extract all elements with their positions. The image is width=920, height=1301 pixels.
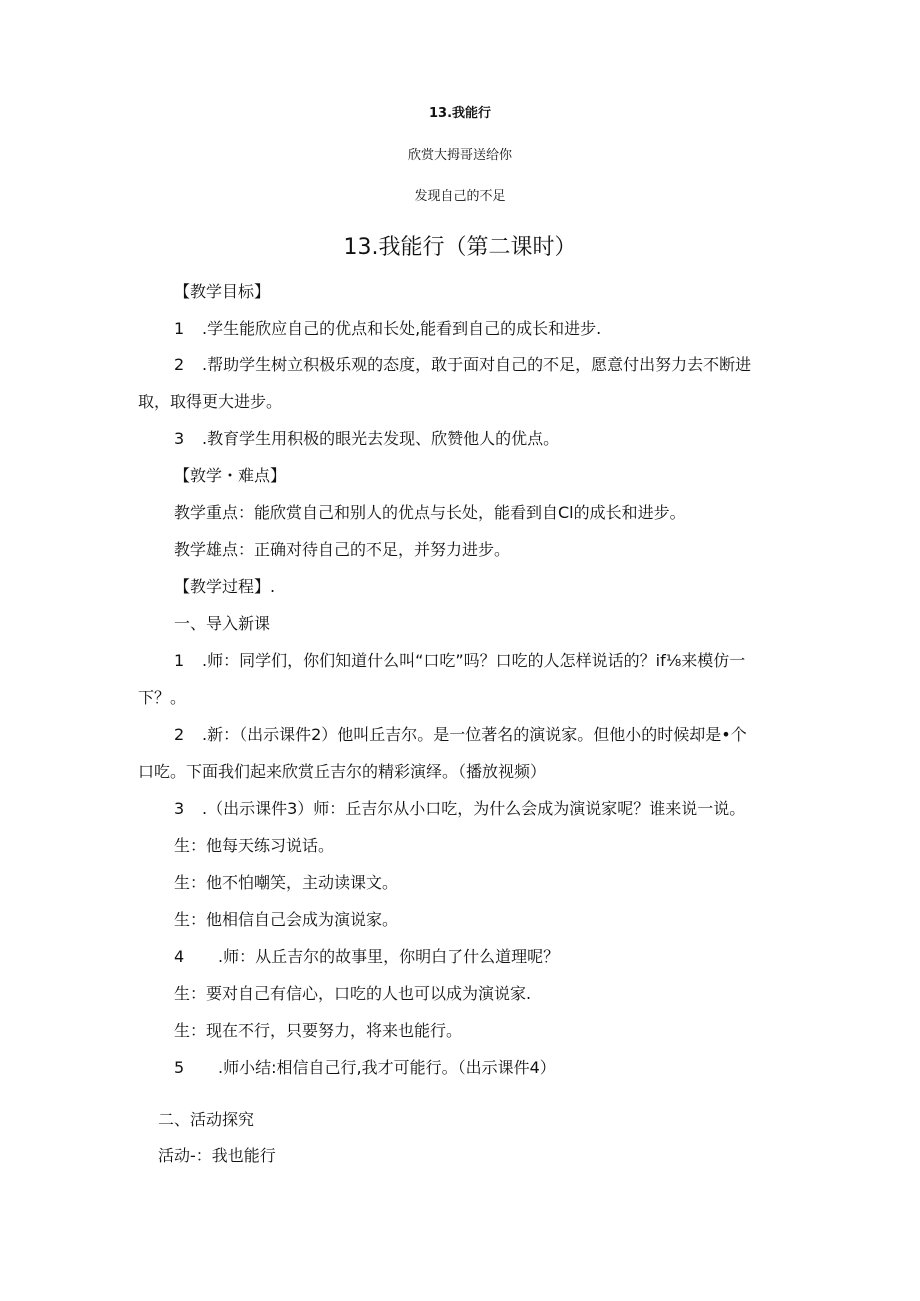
step-text: .师：同学们，你们知道什么叫“口吃”吗？口吃的人怎样说话的？if⅛来模仿一	[202, 651, 746, 670]
activity-title: 活动-：我也能行	[158, 1146, 276, 1165]
process-step-5	[174, 1058, 556, 1078]
process-step-3	[174, 799, 745, 819]
section-heading-1: 一、导入新课	[174, 614, 271, 633]
process-step-1	[174, 651, 745, 671]
goal-number: 1	[174, 319, 185, 338]
step-number: 4	[174, 947, 185, 966]
page-title: 13.我能行（第二课时）	[343, 235, 577, 260]
header-lesson-name: 13.我能行	[428, 106, 492, 121]
student-answer: 生：他相信自己会成为演说家。	[174, 910, 399, 929]
step-text: .（出示课件3）师：丘吉尔从小口吃，为什么会成为演说家呢？谁来说一说。	[202, 799, 746, 818]
student-answer: 生：他不怕嘲笑，主动读课文。	[174, 873, 399, 892]
student-answer: 生：他每天练习说话。	[174, 836, 335, 855]
student-answer: 生：现在不行，只要努力，将来也能行。	[174, 1021, 463, 1040]
goal-text: .教育学生用积极的眼光去发现、欣赞他人的优点。	[202, 429, 560, 448]
goal-text: .学生能欣应自己的优点和长处,能看到自己的成长和进步.	[202, 319, 602, 338]
goal-item-2-continuation: 取，取得更大进步。	[138, 392, 283, 411]
header-subtitle-1: 欣赏大拇哥送给你	[407, 148, 512, 163]
process-step-2-continuation: 口吃。下面我们起来欣赏丘吉尔的精彩演绎。（播放视频）	[138, 762, 547, 781]
header-subtitle-2: 发现自己的不足	[414, 189, 506, 204]
process-step-2	[174, 725, 747, 745]
goal-item-1	[174, 319, 601, 339]
process-heading: 【教学过程】.	[174, 577, 276, 596]
step-text: .新：（出示课件2）他叫丘吉尔。是一位著名的演说家。但他小的时候却是•个	[202, 725, 747, 744]
student-answer: 生：要对自己有信心，口吃的人也可以成为演说家.	[174, 984, 532, 1003]
step-number: 5	[174, 1058, 185, 1077]
goal-number: 3	[174, 429, 185, 448]
section-heading-2: 二、活动探究	[158, 1110, 255, 1129]
step-number: 1	[174, 651, 185, 670]
step-text: .师：从丘吉尔的故事里，你明白了什么道理呢？	[218, 947, 560, 966]
step-number: 3	[174, 799, 185, 818]
teaching-focus: 教学重点：能欣赏自己和别人的优点与长处，能看到自Cl的成长和进步。	[174, 503, 686, 522]
goal-item-2	[174, 355, 751, 375]
goal-number: 2	[174, 355, 185, 374]
goal-text: .帮助学生树立积极乐观的态度，敢于面对自己的不足，愿意付出努力去不断进	[202, 355, 752, 374]
step-number: 2	[174, 725, 185, 744]
teaching-difficulty: 教学雄点：正确对待自己的不足，并努力进步。	[174, 540, 511, 559]
process-step-1-continuation: 下？。	[138, 688, 187, 707]
step-text: .师小结:相信自己行,我才可能行。（出示课件4）	[218, 1058, 556, 1077]
goal-item-3	[174, 429, 559, 449]
process-step-4	[174, 947, 559, 967]
goals-heading: 【教学目标】	[174, 282, 271, 301]
keypoints-heading: 【敦学・难点】	[174, 466, 287, 485]
